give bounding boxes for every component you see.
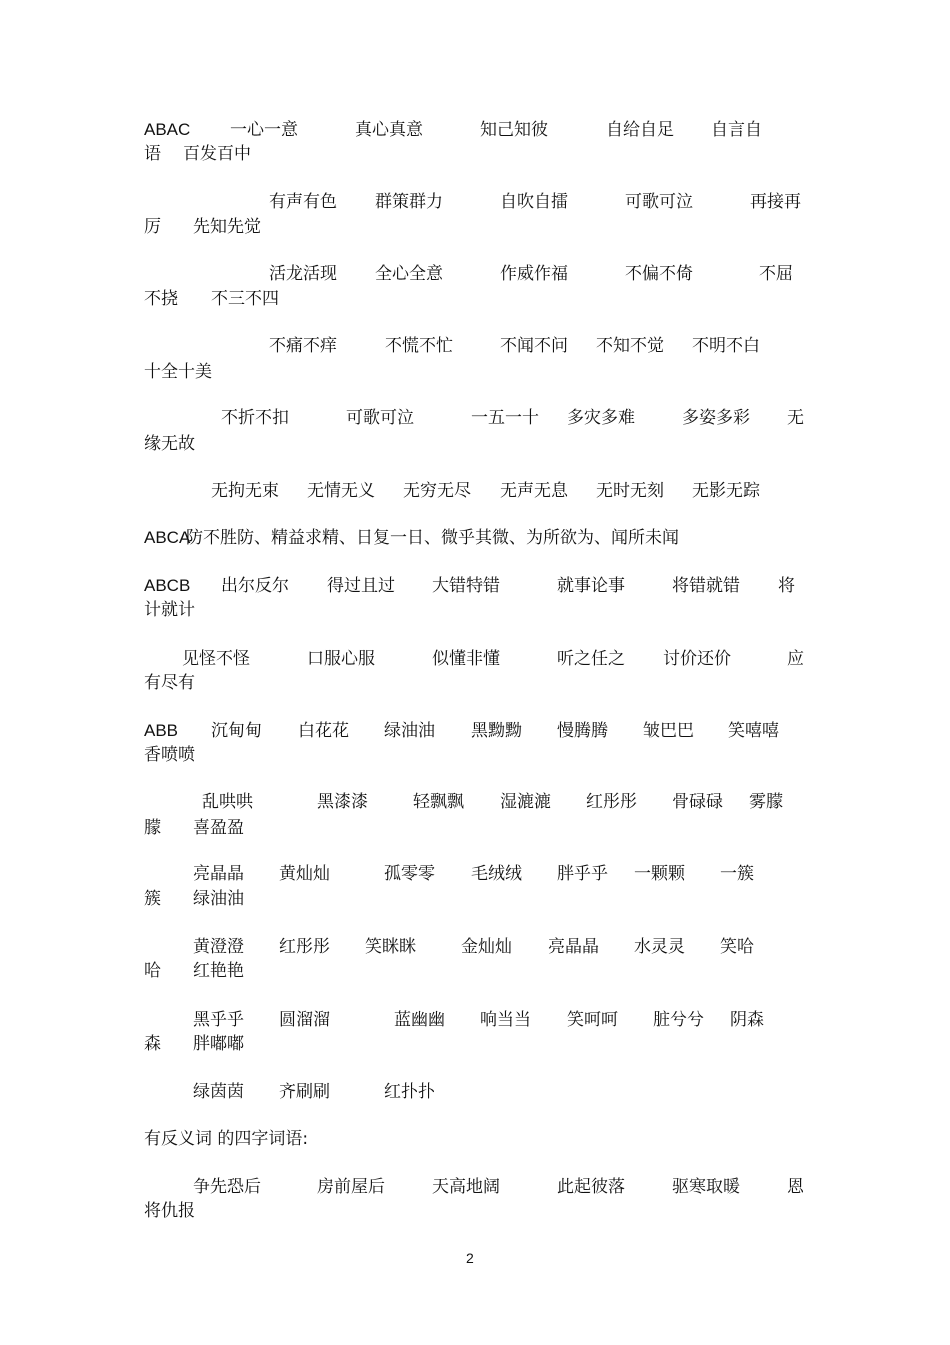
idiom: 不明不白: [692, 336, 760, 356]
idiom: 不偏不倚: [625, 264, 693, 284]
word: 笑哈: [720, 937, 754, 957]
idiom: 讨价还价: [663, 649, 731, 669]
idiom: 自言自: [711, 120, 762, 140]
word: 圆溜溜: [279, 1010, 330, 1030]
idiom: 出尔反尔: [221, 576, 289, 596]
word: 水灵灵: [634, 937, 685, 957]
idiom: 有声有色: [269, 192, 337, 212]
idiom: 不三不四: [211, 289, 279, 309]
idiom-fragment: 将仇报: [144, 1201, 195, 1221]
word: 黑黝黝: [471, 721, 522, 741]
idiom: 大错特错: [432, 576, 500, 596]
idiom: 先知先觉: [193, 217, 261, 237]
idiom: 见怪不怪: [182, 649, 250, 669]
idiom-fragment: 恩: [787, 1177, 804, 1197]
word: 一颗颗: [634, 864, 685, 884]
word: 黑漆漆: [317, 792, 368, 812]
word-fragment: 朦: [144, 818, 161, 838]
idiom: 天高地阔: [432, 1177, 500, 1197]
word: 笑嘻嘻: [728, 721, 779, 741]
word: 慢腾腾: [557, 721, 608, 741]
idiom: 听之任之: [557, 649, 625, 669]
word: 雾朦: [749, 792, 783, 812]
idiom: 自给自足: [606, 120, 674, 140]
idiom: 无影无踪: [692, 481, 760, 501]
idiom-fragment: 不挠: [144, 289, 178, 309]
idiom-fragment: 计就计: [144, 600, 195, 620]
idiom: 无情无义: [307, 481, 375, 501]
idiom: 多灾多难: [567, 408, 635, 428]
idiom: 不知不觉: [596, 336, 664, 356]
idiom: 作威作福: [500, 264, 568, 284]
word: 阴森: [730, 1010, 764, 1030]
word: 黄澄澄: [193, 937, 244, 957]
word: 香喷喷: [144, 745, 195, 765]
word-fragment: 森: [144, 1034, 161, 1054]
word: 脏兮兮: [653, 1010, 704, 1030]
idiom: 可歌可泣: [346, 408, 414, 428]
word: 笑眯眯: [365, 937, 416, 957]
word: 白花花: [298, 721, 349, 741]
abca-idioms: 防不胜防、精益求精、日复一日、微乎其微、为所欲为、闻所未闻: [186, 528, 679, 548]
idiom-fragment: 将: [778, 576, 795, 596]
idiom: 一心一意: [230, 120, 298, 140]
idiom: 群策群力: [375, 192, 443, 212]
word-fragment: 哈: [144, 961, 161, 981]
word: 骨碌碌: [672, 792, 723, 812]
word: 蓝幽幽: [394, 1010, 445, 1030]
idiom: 一五一十: [471, 408, 539, 428]
word: 皱巴巴: [643, 721, 694, 741]
idiom: 多姿多彩: [682, 408, 750, 428]
idiom: 争先恐后: [193, 1177, 261, 1197]
idiom: 不痛不痒: [269, 336, 337, 356]
idiom: 得过且过: [327, 576, 395, 596]
idiom: 驱寒取暖: [672, 1177, 740, 1197]
idiom-fragment: 有尽有: [144, 673, 195, 693]
page-number: 2: [466, 1250, 474, 1266]
idiom: 再接再: [750, 192, 801, 212]
idiom-fragment: 无: [787, 408, 804, 428]
idiom: 不慌不忙: [385, 336, 453, 356]
idiom: 无时无刻: [596, 481, 664, 501]
idiom: 无声无息: [500, 481, 568, 501]
idiom: 真心真意: [355, 120, 423, 140]
word: 胖嘟嘟: [193, 1034, 244, 1054]
word: 笑呵呵: [567, 1010, 618, 1030]
idiom: 口服心服: [307, 649, 375, 669]
word: 黄灿灿: [279, 864, 330, 884]
word: 孤零零: [384, 864, 435, 884]
word: 乱哄哄: [202, 792, 253, 812]
idiom: 十全十美: [144, 362, 212, 382]
idiom: 不屈: [759, 264, 793, 284]
abac-label: ABAC: [144, 120, 191, 139]
idiom-fragment: 应: [787, 649, 804, 669]
idiom: 无穷无尽: [403, 481, 471, 501]
idiom: 将错就错: [672, 576, 740, 596]
word: 亮晶晶: [548, 937, 599, 957]
idiom: 无拘无束: [211, 481, 279, 501]
idiom-fragment: 语: [144, 144, 161, 164]
word: 绿油油: [384, 721, 435, 741]
abca-label: ABCA: [144, 528, 191, 547]
idiom: 可歌可泣: [625, 192, 693, 212]
idiom: 不闻不问: [500, 336, 568, 356]
word: 红扑扑: [384, 1082, 435, 1102]
idiom: 知己知彼: [480, 120, 548, 140]
word-fragment: 簇: [144, 889, 161, 909]
word: 红彤彤: [586, 792, 637, 812]
idiom: 活龙活现: [269, 264, 337, 284]
word: 一簇: [720, 864, 754, 884]
idiom: 似懂非懂: [432, 649, 500, 669]
word: 胖乎乎: [557, 864, 608, 884]
word: 绿油油: [193, 889, 244, 909]
word: 红彤彤: [279, 937, 330, 957]
idiom: 不折不扣: [221, 408, 289, 428]
antonym-heading: 有反义词 的四字词语:: [144, 1129, 309, 1149]
word: 响当当: [480, 1010, 531, 1030]
abcb-label: ABCB: [144, 576, 191, 595]
idiom: 自吹自擂: [500, 192, 568, 212]
word: 红艳艳: [193, 961, 244, 981]
abb-label: ABB: [144, 721, 179, 740]
idiom-fragment: 缘无故: [144, 434, 195, 454]
word: 黑乎乎: [193, 1010, 244, 1030]
word: 湿漉漉: [500, 792, 551, 812]
word: 绿茵茵: [193, 1082, 244, 1102]
word: 毛绒绒: [471, 864, 522, 884]
idiom: 此起彼落: [557, 1177, 625, 1197]
word: 齐刷刷: [279, 1082, 330, 1102]
idiom: 百发百中: [183, 144, 251, 164]
idiom-fragment: 厉: [144, 217, 161, 237]
word: 沉甸甸: [211, 721, 262, 741]
word: 喜盈盈: [193, 818, 244, 838]
word: 金灿灿: [461, 937, 512, 957]
word: 轻飘飘: [413, 792, 464, 812]
word: 亮晶晶: [193, 864, 244, 884]
idiom: 房前屋后: [317, 1177, 385, 1197]
idiom: 就事论事: [557, 576, 625, 596]
idiom: 全心全意: [375, 264, 443, 284]
